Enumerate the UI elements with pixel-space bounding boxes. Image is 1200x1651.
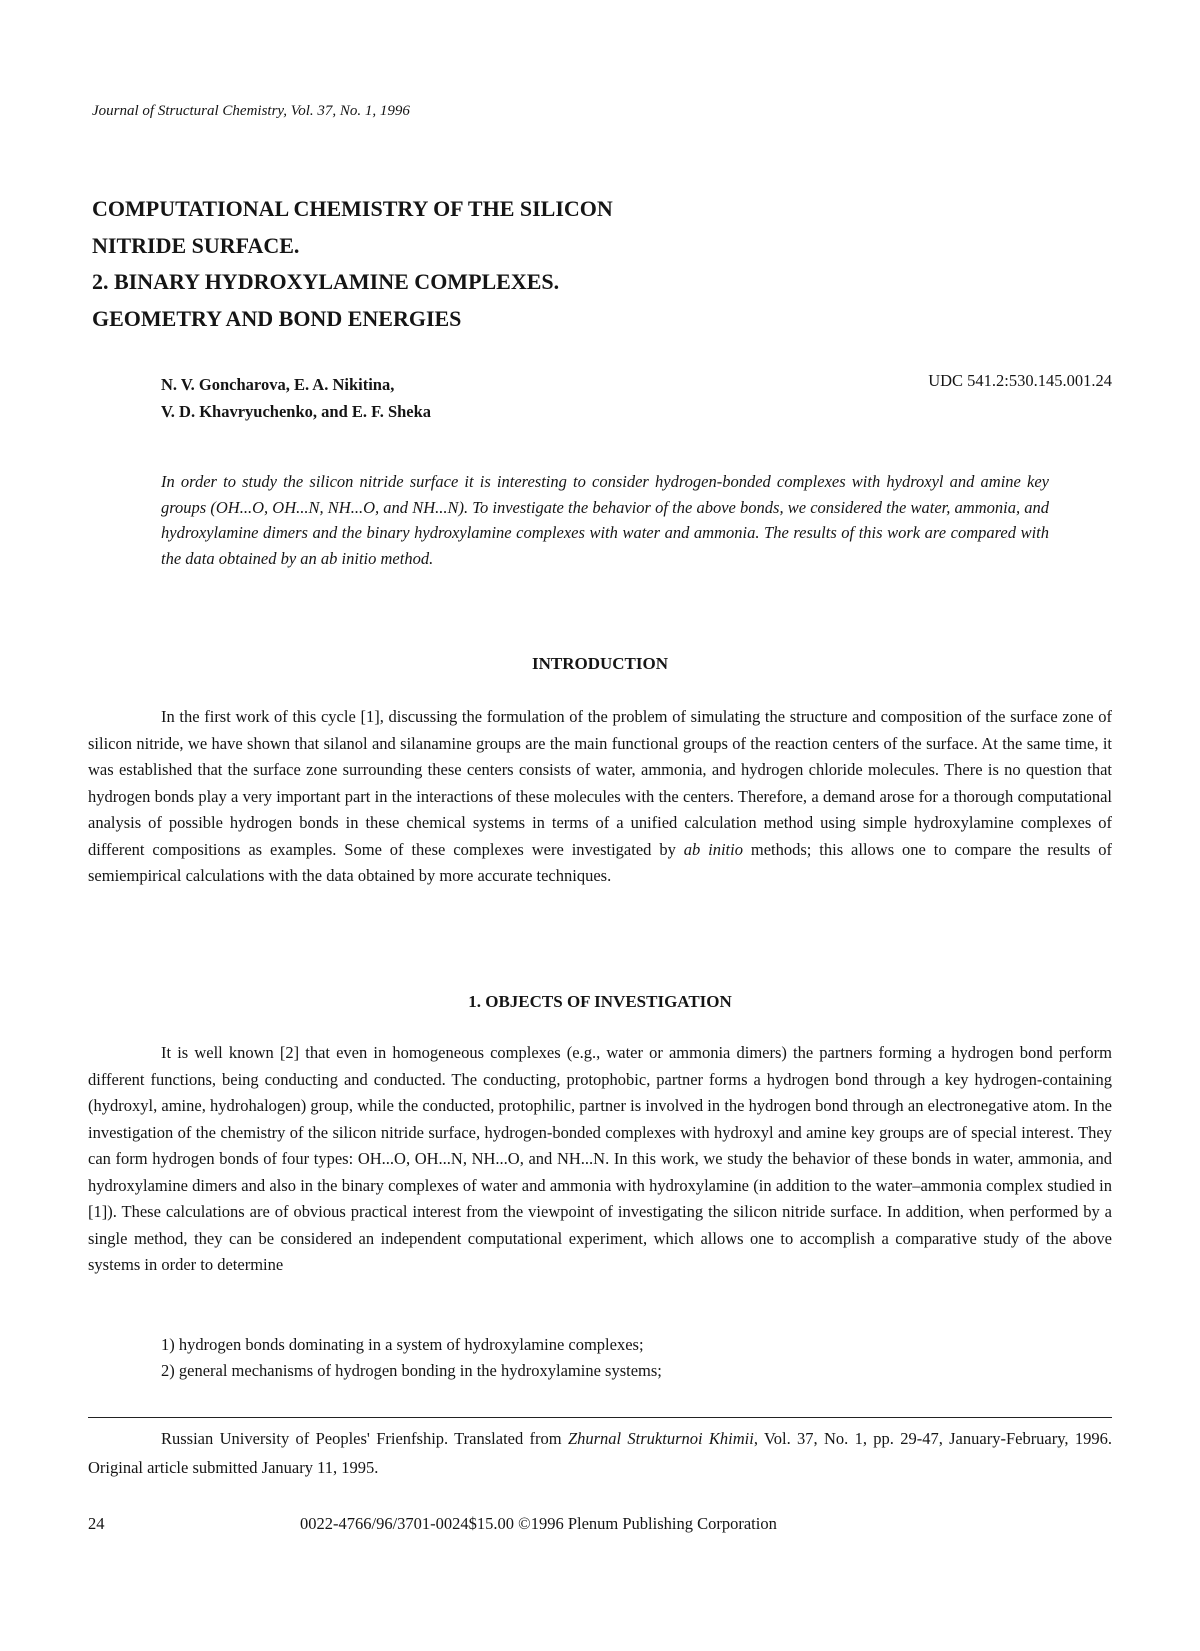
introduction-paragraph <box>88 704 1112 890</box>
section-heading-objects: 1. OBJECTS OF INVESTIGATION <box>468 992 732 1011</box>
objects-paragraph: It is well known [2] that even in homogeneous complexes (e.g., water or ammonia dimers) the partners forming a hydrogen bond perform different functions, being conducting and conducted. The conducting, protophobic, partner forms a hydrogen bond through a key hydrogen-containing (hydroxyl, amine, hydrohalogen) group, while the conducted, protophilic, partner is involved in the hydrogen bond through an electronegative atom. In the investigation of the chemistry of the silicon nitride surface, hydrogen-bonded complexes with hydroxyl and amine key groups are of special interest. They can form hydrogen bonds of four types: OH...O, OH...N, NH...O, and NH...N. In this work, we study the behavior of these bonds in water, ammonia, and hydroxylamine dimers and also in the binary complexes of water and ammonia with hydroxylamine (in addition to the water–ammonia complex studied in [1]). These calculations are of obvious practical interest from the viewpoint of investigating the silicon nitride surface. In addition, when performed by a single method, they can be considered an independent computational experiment, which allows one to accomplish a comparative study of the above systems in order to determine <box>88 1043 1112 1274</box>
title-line: NITRIDE SURFACE. <box>92 232 300 258</box>
footnote-divider <box>88 1417 1112 1418</box>
footnote-journal: Zhurnal Strukturnoi Khimii <box>567 1429 754 1448</box>
abstract: In order to study the silicon nitride surface it is interesting to consider hydrogen-bonded complexes with hydroxyl and amine key groups (OH...O, OH...N, NH...O, and NH...N). To investigate the behavior of the above bonds, we considered the water, ammonia, and hydroxylamine dimers and the binary hydroxylamine complexes with water and ammonia. The results of this work are compared with the data obtained by an ab initio method. <box>161 472 1049 568</box>
copyright-line: 0022-4766/96/3701-0024$15.00 ©1996 Plenum Publishing Corporation <box>300 1514 777 1533</box>
italic-term: ab initio <box>683 839 743 859</box>
list-item: 1) hydrogen bonds dominating in a system of hydroxylamine complexes; <box>161 1335 644 1354</box>
footnote-text: Russian University of Peoples' Frienfship. Translated from <box>161 1429 568 1448</box>
section-heading-introduction: INTRODUCTION <box>531 654 669 673</box>
udc-code: UDC 541.2:530.145.001.24 <box>928 371 1112 390</box>
page-number: 24 <box>88 1514 105 1533</box>
article-title <box>92 191 852 337</box>
footnote-text: , Vol. 37, No. 1, pp. 29-47, January-February, 1996. Original article submitted January 11, 1995. <box>88 1429 1112 1477</box>
journal-citation: Journal of Structural Chemistry, Vol. 37, No. 1, 1996 <box>92 103 410 119</box>
footnote <box>88 1424 1112 1482</box>
paragraph-text: In the first work of this cycle [1], discussing the formulation of the problem of simulating the structure and composition of the surface zone of silicon nitride, we have shown that silanol and silanamine groups are the main functional groups of the reaction centers of the surface. At the same time, it was established that the surface zone surrounding these centers consists of water, ammonia, and hydrogen chloride molecules. There is no question that hydrogen bonds play a very important part in the interactions of these molecules with the centers. Therefore, a demand arose for a thorough computational analysis of possible hydrogen bonds in these chemical systems in terms of a unified calculation method using simple hydroxylamine complexes of different compositions as examples. Some of these complexes were investigated by <box>88 707 1112 859</box>
title-line: COMPUTATIONAL CHEMISTRY OF THE SILICON <box>92 196 613 221</box>
title-line: GEOMETRY AND BOND ENERGIES <box>92 305 462 331</box>
paragraph-text: methods; this allows one to compare the results of semiempirical calculations with the data obtained by more accurate techniques. <box>88 839 1112 885</box>
author-line: N. V. Goncharova, E. A. Nikitina, <box>161 375 395 394</box>
author-line: V. D. Khavryuchenko, and E. F. Sheka <box>161 402 432 421</box>
title-line: 2. BINARY HYDROXYLAMINE COMPLEXES. <box>92 269 560 294</box>
author-list <box>161 371 431 425</box>
list-item: 2) general mechanisms of hydrogen bonding in the hydroxylamine systems; <box>161 1361 662 1380</box>
